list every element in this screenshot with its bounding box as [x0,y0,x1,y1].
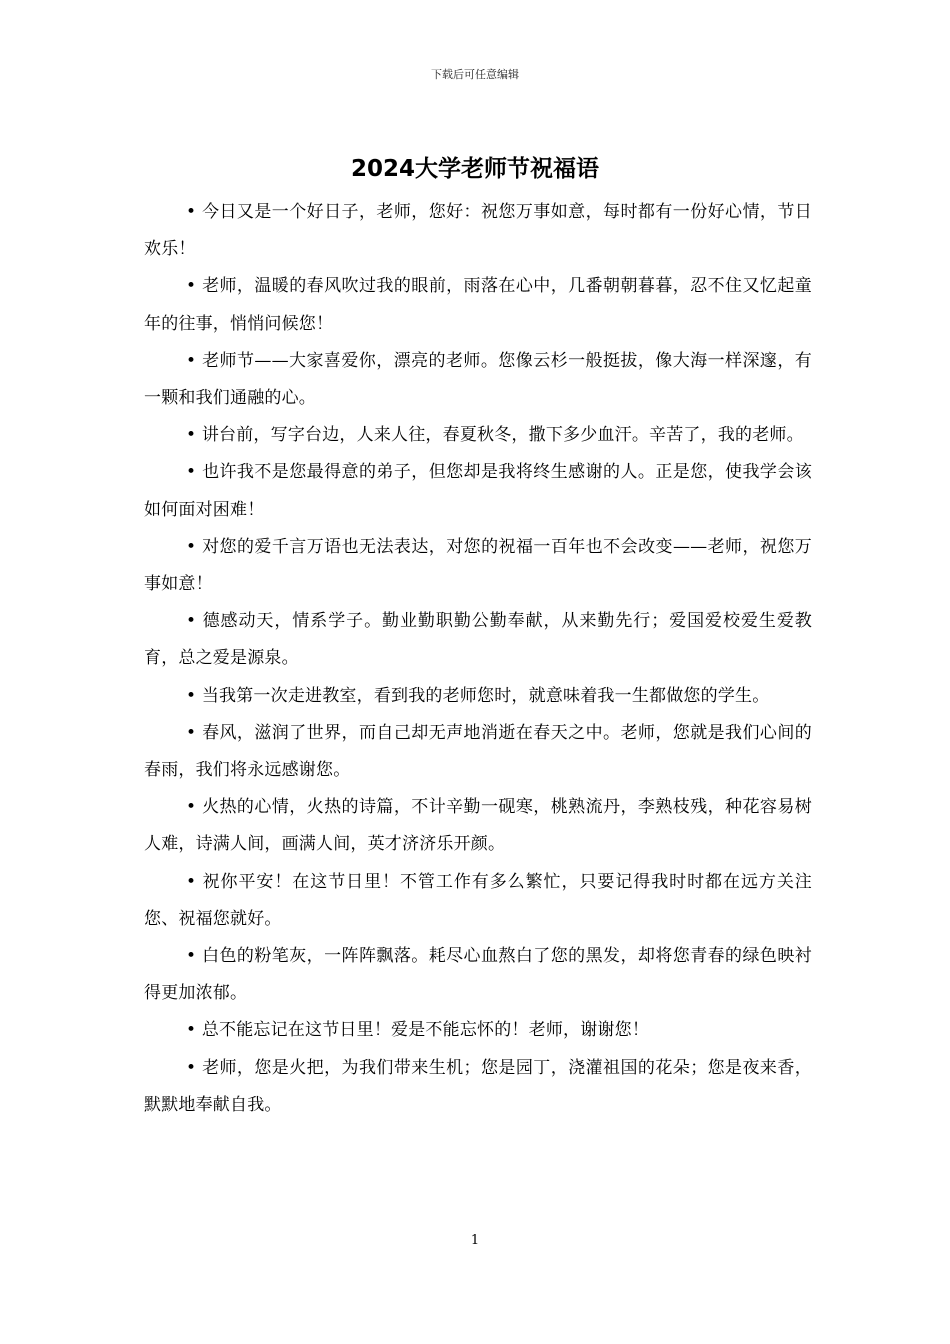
paragraph: • 白色的粉笔灰，一阵阵飘落。耗尽心血熬白了您的黑发，却将您青春的绿色映衬得更加浓郁。 [144,946,812,1004]
document-title: 2024大学老师节祝福语 [350,156,599,182]
header-note: 下载后可任意编辑 [431,68,519,81]
paragraph: • 老师节——大家喜爱你，漂亮的老师。您像云杉一般挺拔，像大海一样深邃，有一颗和我们通融的心。 [144,350,812,409]
paragraph: • 对您的爱千言万语也无法表达，对您的祝福一百年也不会改变——老师，祝您万事如意！ [144,536,812,595]
paragraph: • 火热的心情，火热的诗篇，不计辛勤一砚寒，桃熟流丹，李熟枝残，种花容易树人难，诗满人间，画满人间，英才济济乐开颜。 [144,797,812,855]
paragraph: • 讲台前，写字台边，人来人往，春夏秋冬，撒下多少血汗。辛苦了，我的老师。 [186,425,804,446]
paragraph: • 老师，温暖的春风吹过我的眼前，雨落在心中，几番朝朝暮暮，忍不住又忆起童年的往事，悄悄问候您！ [144,276,812,334]
paragraph: • 当我第一次走进教室，看到我的老师您时，就意味着我一生都做您的学生。 [186,685,770,706]
paragraph: • 今日又是一个好日子，老师，您好：祝您万事如意，每时都有一份好心情，节日欢乐！ [144,202,812,260]
paragraph: • 春风，滋润了世界，而自己却无声地消逝在春天之中。老师，您就是我们心间的春雨，我们将永远感谢您。 [144,722,812,781]
paragraph: • 德感动天，情系学子。勤业勤职勤公勤奉献，从来勤先行；爱国爱校爱生爱教育，总之爱是源泉。 [144,611,812,669]
paragraph: • 祝你平安！在这节日里！不管工作有多么繁忙，只要记得我时时都在远方关注您、祝福您就好。 [144,871,812,929]
paragraph: • 总不能忘记在这节日里！爱是不能忘怀的！老师，谢谢您！ [186,1020,650,1041]
paragraph: • 老师，您是火把，为我们带来生机；您是园丁，浇灌祖国的花朵；您是夜来香，默默地奉献自我。 [144,1057,812,1115]
paragraph: • 也许我不是您最得意的弟子，但您却是我将终生感谢的人。正是您，使我学会该如何面对困难！ [144,462,812,520]
document-body [144,194,812,1124]
page-number: 1 [470,1233,480,1248]
